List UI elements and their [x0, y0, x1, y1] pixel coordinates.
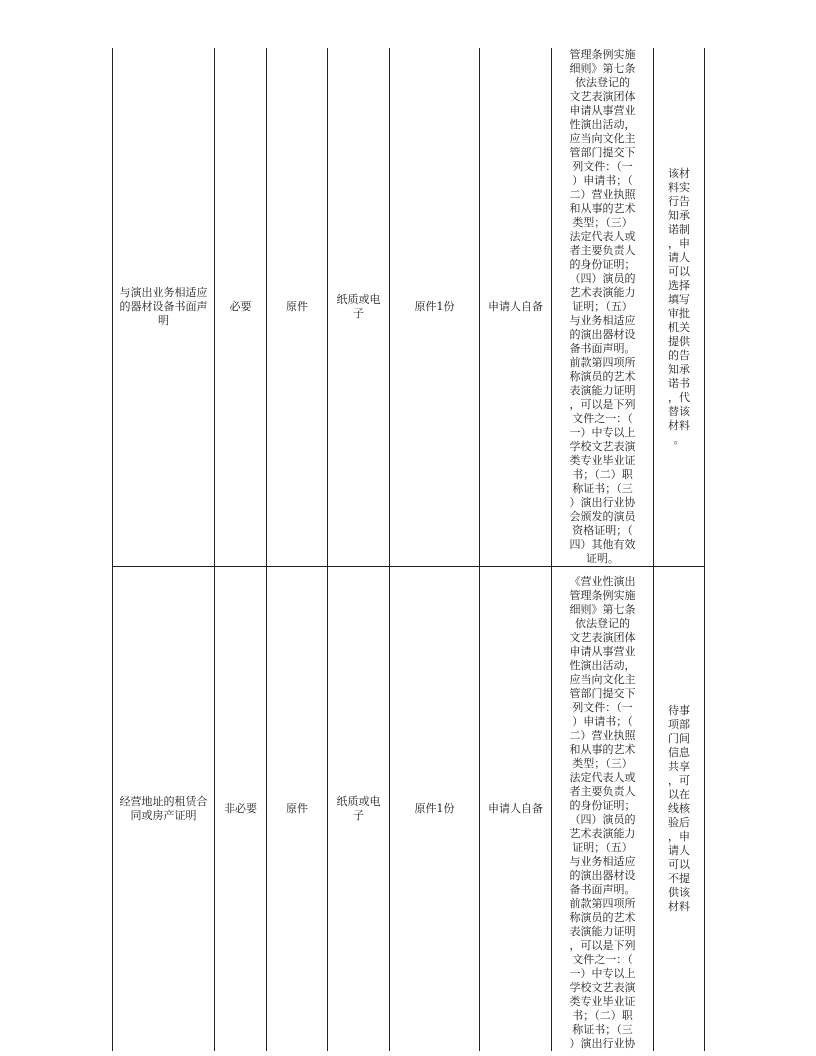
table-row — [113, 48, 705, 567]
remark — [654, 48, 705, 567]
material-copies: 原件1份 — [390, 567, 480, 1052]
remark-text: 该材 料实 行告 知承 诺制 ，申 请人 可以 选择 填写 审批 机关 提供 的告 知承 诺书 ，代 替该 材料 。 — [668, 167, 690, 446]
legal-basis — [552, 48, 654, 567]
remark — [654, 567, 705, 1052]
material-form: 纸质或电子 — [328, 48, 390, 567]
material-type: 原件 — [267, 48, 328, 567]
legal-basis-text: 《营业性演出 管理条例实施 细则》第七条 依法登记的 文艺表演团体 申请从事营业 性演出活动， 应当向文化主 管部门提交下 列文件：（一 ）申请书；（ 二）营业执照 和从事的艺术 类型；（三） 法定代表人或 者主要负责人 的身份证明； （四）演员的 艺术表演能力 证明；（五） 与业务相适应 的演出器材设 备书面声明。 前款第四项所 称演员的艺术 表演能力证明 ，可以是下列 文件之一：（ 一）中专以上 学校文艺表演 类专业毕业证 书；（二）职 称证书；（三 ）演出行业协 — [569, 575, 636, 1050]
materials-table — [112, 48, 705, 1051]
table-row — [113, 567, 705, 1052]
material-source: 申请人自备 — [480, 567, 552, 1052]
material-form: 纸质或电子 — [328, 567, 390, 1052]
remark-text: 待事 项部 门间 信息 共享 ，可 以在 线核 验后 ，申 请人 可以 不提 供该 材料 — [668, 704, 690, 913]
material-source: 申请人自备 — [480, 48, 552, 567]
legal-basis-text: 管理条例实施 细则》第七条 依法登记的 文艺表演团体 申请从事营业 性演出活动， 应当向文化主 管部门提交下 列文件：（一 ）申请书；（ 二）营业执照 和从事的艺术 类型；（三） 法定代表人或 者主要负责人 的身份证明； （四）演员的 艺术表演能力 证明；（五） 与业务相适应 的演出器材设 备书面声明。 前款第四项所 称演员的艺术 表演能力证明 ，可以是下列 文件之一：（ 一）中专以上 学校文艺表演 类专业毕业证 书；（二）职 称证书；（三 ）演出行业协 会颁发的演员 资格证明；（ 四）其他有效 证明。 — [569, 48, 636, 565]
material-type: 原件 — [267, 567, 328, 1052]
legal-basis — [552, 567, 654, 1052]
material-copies: 原件1份 — [390, 48, 480, 567]
required-flag: 必要 — [215, 48, 267, 567]
material-name: 与演出业务相适应的器材设备书面声明 — [113, 48, 215, 567]
material-name: 经营地址的租赁合同或房产证明 — [113, 567, 215, 1052]
required-flag: 非必要 — [215, 567, 267, 1052]
